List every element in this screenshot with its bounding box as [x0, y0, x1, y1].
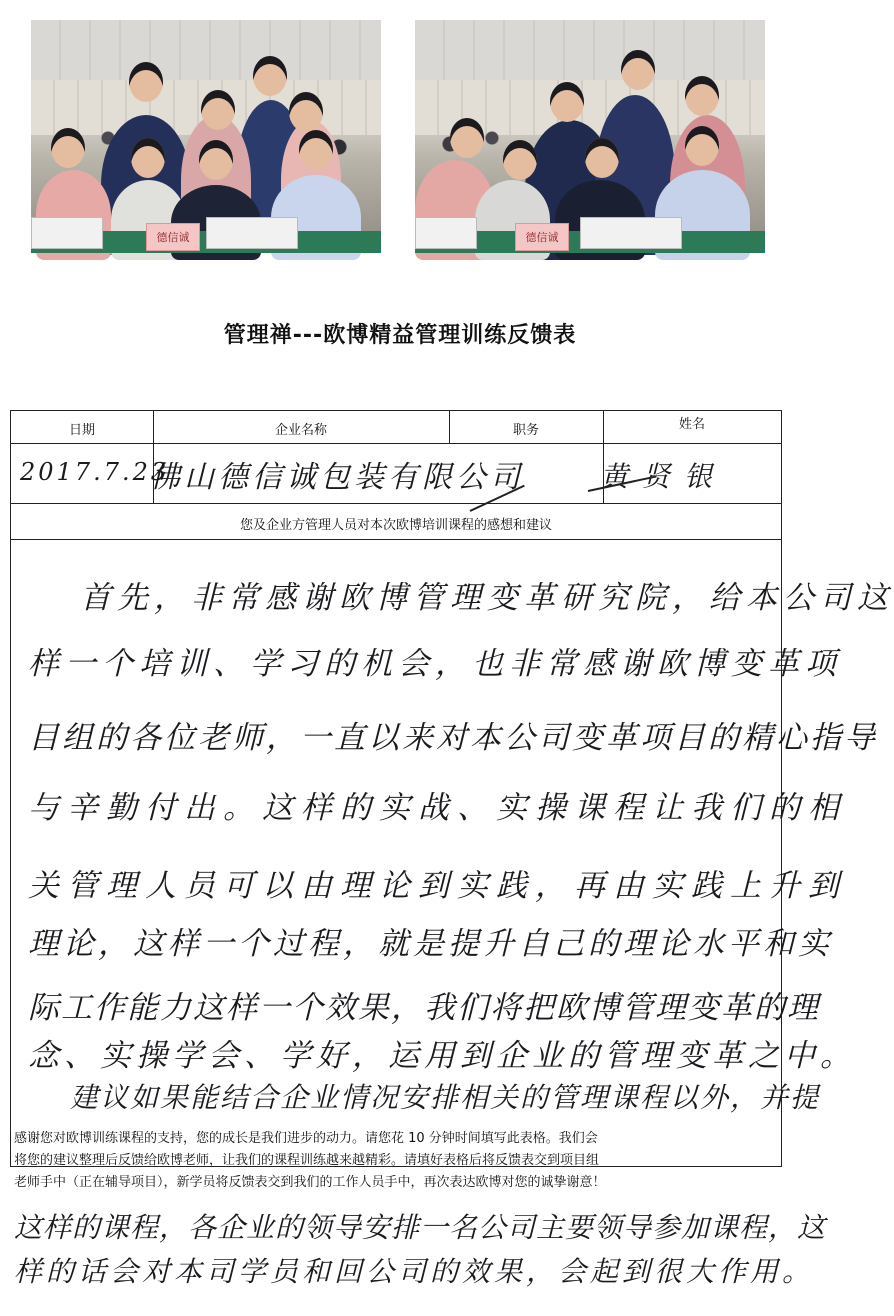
header-name: 姓名 [678, 417, 705, 432]
feedback-line: 这样的课程，各企业的领导安排一名公司主要领导参加课程，这 [14, 1211, 827, 1244]
company-value: 佛山德信诚包装有限公司 [150, 460, 524, 495]
footer-note [14, 1128, 784, 1194]
footer-line: 将您的建议整理后反馈给欧博老师，让我们的课程训练越来越精彩。请填好表格后将反馈表交到项目组 [14, 1153, 600, 1168]
table-sign: 德信诚 [515, 223, 569, 251]
feedback-line: 际工作能力这样一个效果，我们将把欧博管理变革的理 [28, 990, 820, 1026]
workshop-photo-left [31, 20, 381, 253]
workshop-photo-right [415, 20, 765, 253]
feedback-line: 首先，非常感谢欧博管理变革研究院，给本公司这 [80, 580, 894, 616]
feedback-line: 样一个培训、学习的机会，也非常感谢欧博变革项 [28, 646, 842, 682]
footer-line: 老师手中（正在辅导项目），新学员将反馈表交到我们的工作人员手中，再次表达欧博对您的诚挚谢意！ [14, 1175, 606, 1190]
table-sign: 德信诚 [146, 223, 200, 251]
header-company: 企业名称 [274, 423, 327, 438]
name-value: 黄贤银 [600, 460, 727, 493]
feedback-question: 您及企业方管理人员对本次欧博培训课程的感想和建议 [239, 518, 552, 533]
header-position: 职务 [512, 423, 539, 438]
feedback-line: 目组的各位老师，一直以来对本公司变革项目的精心指导 [28, 720, 878, 756]
header-date: 日期 [68, 423, 95, 438]
page-title: 管理禅---欧博精益管理训练反馈表 [223, 323, 577, 348]
feedback-line: 建议如果能结合企业情况安排相关的管理课程以外，并提 [70, 1081, 821, 1114]
feedback-line: 念、实操学会、学好，运用到企业的管理变革之中。 [28, 1038, 856, 1074]
feedback-line: 关管理人员可以由理论到实践，再由实践上升到 [28, 868, 847, 904]
footer-line: 感谢您对欧博训练课程的支持，您的成长是我们进步的动力。请您花 10 分钟时间填写此表格。我们会 [14, 1131, 598, 1146]
feedback-line: 与辛勤付出。这样的实战、实操课程让我们的相 [28, 790, 847, 826]
date-value: 2017.7.23 [20, 458, 170, 486]
feedback-line: 样的话会对本司学员和回公司的效果，会起到很大作用。 [14, 1255, 815, 1288]
feedback-line: 理论，这样一个过程，就是提升自己的理论水平和实 [28, 926, 833, 962]
